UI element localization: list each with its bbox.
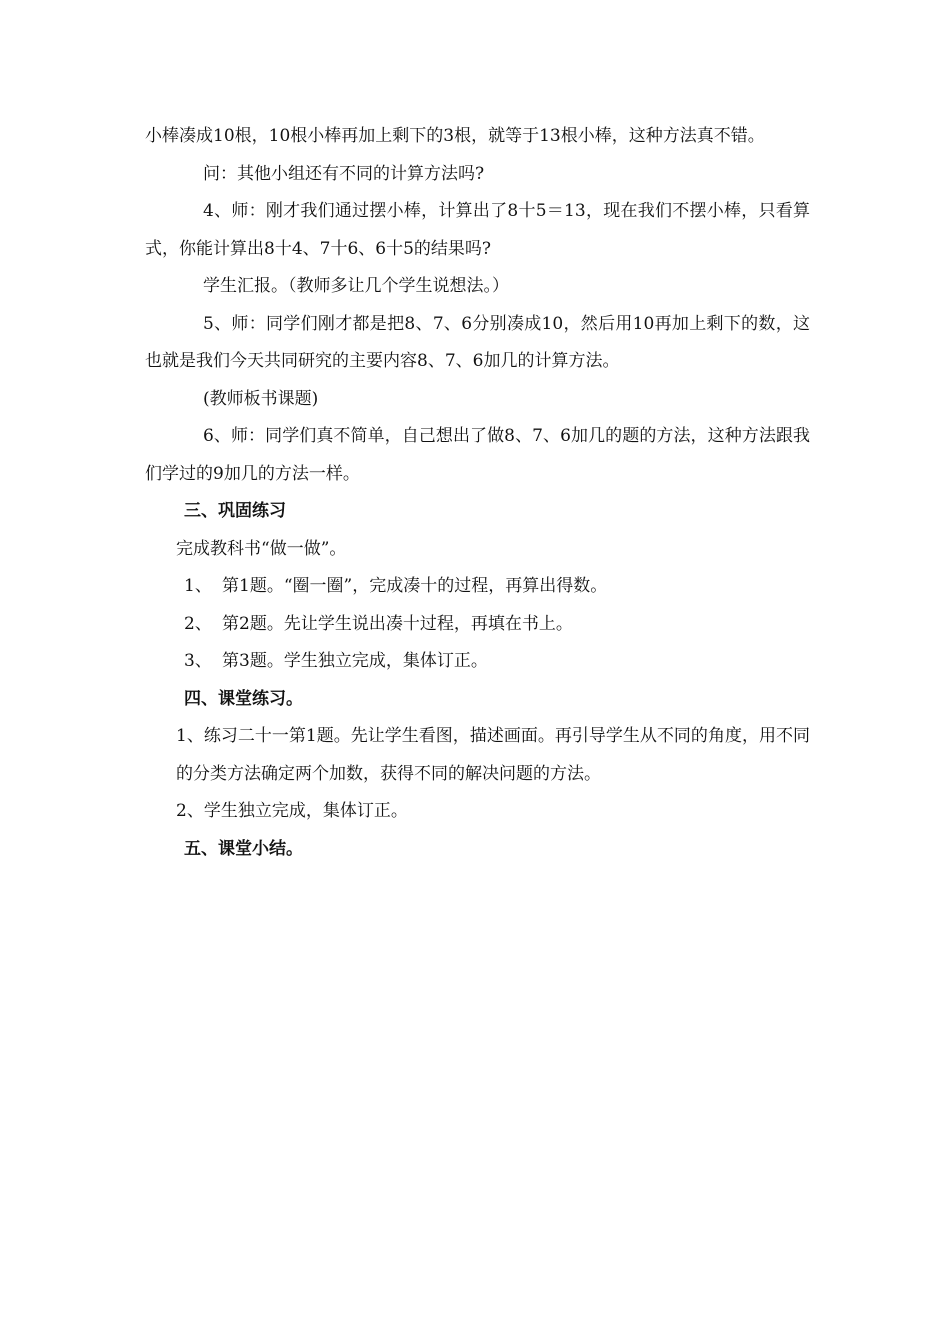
list-item-number: 2、	[184, 613, 212, 634]
section-heading-consolidation: 三、巩固练习	[184, 501, 286, 521]
list-item-text: 第1题。“圈一圈”，完成凑十的过程，再算出得数。	[222, 576, 608, 596]
section-heading-classroom-practice: 四、课堂练习。	[184, 688, 303, 709]
paragraph-step-5: 5、师：同学们刚才都是把8、7、6分别凑成10，然后用10再加上剩下的数，这也就是我们今天共同研究的主要内容8、7、6加几的计算方法。	[145, 313, 810, 371]
paragraph-student-report: 学生汇报。（教师多让几个学生说想法。）	[203, 276, 509, 296]
list-item-text: 第3题。学生独立完成，集体订正。	[222, 651, 488, 671]
list-item	[145, 568, 810, 606]
document-body	[145, 118, 810, 868]
practice-item: 2、学生独立完成，集体订正。	[176, 801, 408, 821]
paragraph-step-4: 4、师：刚才我们通过摆小棒，计算出了8十5＝13，现在我们不摆小棒，只看算式，你能计算出8十4、7十6、6十5的结果吗?	[145, 201, 811, 259]
list-item	[145, 643, 810, 681]
paragraph-board-note: (教师板书课题)	[203, 388, 319, 409]
list-item-number: 3、	[184, 651, 212, 671]
list-item-number: 1、	[184, 576, 212, 596]
paragraph-continuation: 小棒凑成10根，10根小棒再加上剩下的3根，就等于13根小棒，这种方法真不错。	[145, 126, 765, 146]
paragraph-question: 问：其他小组还有不同的计算方法吗?	[203, 163, 485, 184]
section-intro: 完成教科书“做一做”。	[176, 538, 347, 559]
list-item	[145, 606, 810, 644]
section-heading-summary: 五、课堂小结。	[184, 838, 303, 859]
practice-item: 1、练习二十一第1题。先让学生看图，描述画面。再引导学生从不同的角度，用不同的分类方法确定两个加数，获得不同的解决问题的方法。	[176, 726, 810, 784]
paragraph-step-6: 6、师：同学们真不简单，自己想出了做8、7、6加几的题的方法，这种方法跟我们学过的9加几的方法一样。	[145, 426, 810, 484]
list-item-text: 第2题。先让学生说出凑十过程，再填在书上。	[222, 613, 573, 634]
